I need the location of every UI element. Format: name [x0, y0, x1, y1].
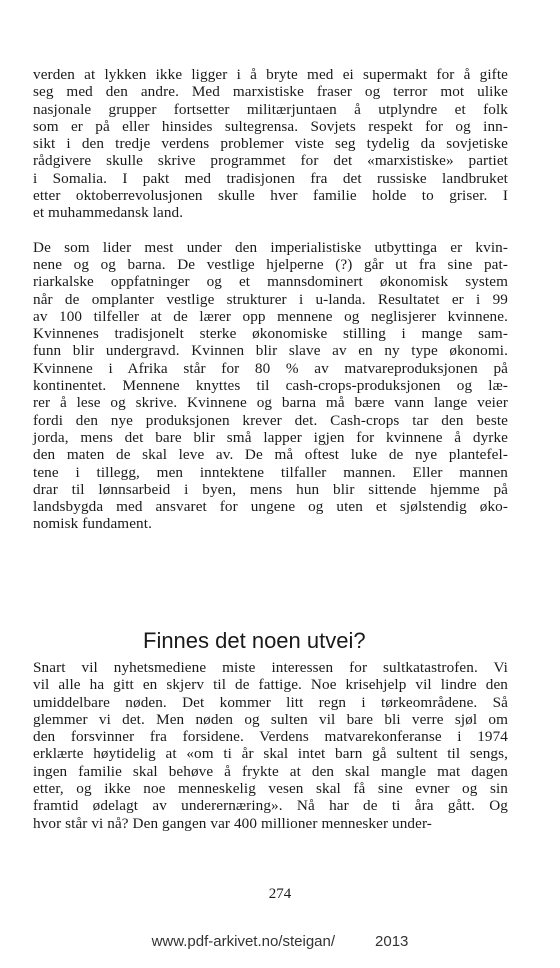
footer-year: 2013 [375, 933, 409, 950]
text-line: som er på eller hinsides sultegrensa. Sovjets respekt for og inn- [33, 117, 508, 135]
text-line: ingen familie skal behøve å frykte at den skal mangle mat dagen [33, 762, 508, 780]
text-line: et muhammedansk land. [33, 204, 184, 222]
text-line: nomisk fundament. [33, 515, 152, 533]
text-line: etter, og ikke noe menneskelig vesen skal få sine evner og sin [33, 780, 508, 798]
text-line: umiddelbare nøden. Det kommer litt regn i tørkeområdene. Så [33, 693, 508, 711]
text-line: De som lider mest under den imperialistiske utbyttinga er kvin- [33, 238, 508, 256]
text-line: kontinentet. Mennene knyttes til cash-crops-produksjonen og læ- [33, 377, 508, 395]
text-line: glemmer vi det. Men nøden og sulten vil bare bli verre sjøl om [33, 710, 508, 728]
footer-url: www.pdf-arkivet.no/steigan/ [151, 933, 336, 950]
text-line: sikt i den tredje verdens problemer viste seg tydelig da sovjetiske [33, 135, 508, 153]
text-line: jorda, mens det bare blir små lapper igjen for kvinnene å dyrke [33, 428, 508, 446]
text-line: i Somalia. I pakt med tradisjonen fra det russiske landbruket [33, 169, 508, 187]
text-line: rer å lese og skrive. Kvinnene og barna må bære vann lange veier [33, 394, 508, 412]
text-line: landsbygda med ansvaret for ungene og uten et sjølstendig øko- [33, 498, 508, 516]
text-line: fordi den nye produksjonen krever det. Cash-crops tar den beste [33, 411, 508, 429]
text-line: tene i tillegg, men inntektene tilfaller mannen. Eller mannen [33, 463, 508, 481]
text-line: Kvinnene i Afrika står for 80 % av matvareproduksjonen på [33, 359, 508, 377]
paragraph-3 [33, 659, 508, 832]
text-line: Snart vil nyhetsmediene miste interessen for sultkatastrofen. Vi [33, 659, 508, 676]
text-line: nasjonale grupper fortsetter militærjuntaen å utplyndre et folk [33, 100, 508, 118]
text-line: erklærte høytidelig at «om ti år skal intet barn gå sultent til sengs, [33, 745, 508, 763]
text-line: etter oktoberrevolusjonen skulle hver familie holde to griser. I [33, 187, 508, 205]
text-line: av 100 tilfeller at de lærer opp mennene og neglisjerer kvinnene. [33, 307, 508, 325]
paragraph-1 [33, 66, 508, 222]
text-line: drar til lønnsarbeid i byen, mens hun blir sittende hjemme på [33, 480, 508, 498]
text-line: den forsvinner fra forsidene. Verdens matvarekonferanse i 1974 [33, 728, 508, 746]
section-heading: Finnes det noen utvei? [143, 628, 366, 653]
text-line: rådgivere skulle skrive programmet for det «marxistiske» partiet [33, 152, 508, 170]
body-text [33, 66, 508, 533]
text-line: nene og og barna. De vestlige hjelperne (?) går ut fra sine pat- [33, 255, 508, 273]
paragraph-2 [33, 239, 508, 533]
text-line: vil alle ha gitt en skjerv til de fattige. Noe krisehjelp vil lindre den [33, 676, 508, 694]
text-line: hvor står vi nå? Den gangen var 400 millioner mennesker under- [33, 814, 432, 832]
text-line: riarkalske oppfatninger og et mannsdominert økonomisk system [33, 273, 508, 291]
text-line: seg med den andre. Med marxistiske fraser og terror mot ulike [33, 83, 508, 101]
text-line: den maten de skal leve av. De må oftest luke de nye plantefel- [33, 446, 508, 464]
text-line: framtid ødelagt av underernæring». Nå har de ti åra gått. Og [33, 797, 508, 815]
footer-watermark [0, 933, 560, 950]
text-line: når de omplanter vestlige strukturer i u-landa. Resultatet er i 99 [33, 290, 508, 308]
text-line: Kvinnenes tradisjonelt sterke økonomiske stilling i mange sam- [33, 325, 508, 343]
text-line: funn blir undergravd. Kvinnen blir slave av en ny type økonomi. [33, 342, 508, 360]
page-number: 274 [268, 886, 292, 902]
text-line: verden at lykken ikke ligger i å bryte med ei supermakt for å gifte [33, 66, 508, 83]
